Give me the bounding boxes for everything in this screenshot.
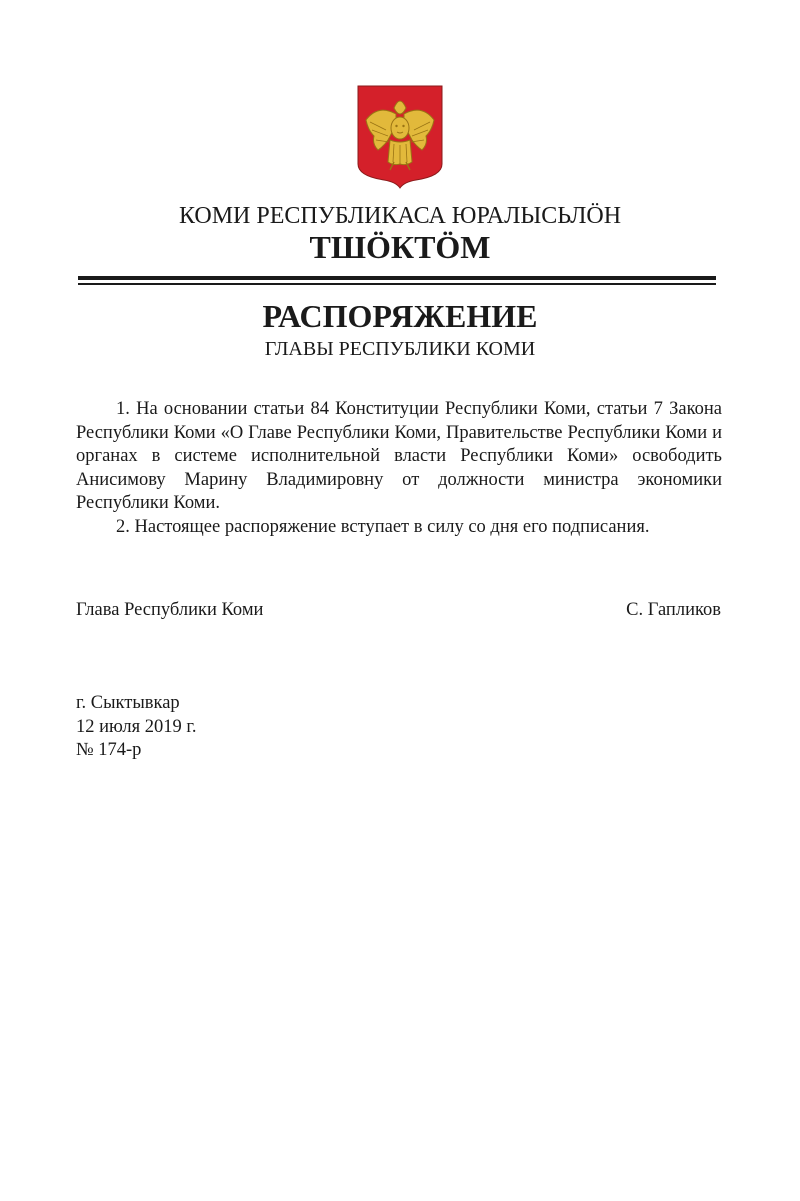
document-title: РАСПОРЯЖЕНИЕ: [262, 298, 538, 334]
document-body: [76, 398, 722, 539]
footer-city: г. Сыктывкар: [76, 693, 180, 713]
document-subtitle: ГЛАВЫ РЕСПУБЛИКИ КОМИ: [264, 338, 536, 360]
emblem-face: [391, 117, 409, 139]
document-footer: [76, 692, 197, 763]
footer-number: № 174-р: [76, 740, 142, 760]
paragraph-1: 1. На основании статьи 84 Конституции Республики Коми, статьи 7 Закона Республики Коми «О Главе Республики Коми, Правительстве Республики Коми и органах в системе исполнительной власти Республики Коми» освободить Анисимову Марину Владимировну от должности министра экономики Республики Коми.: [76, 399, 722, 513]
paragraph-2: 2. Настоящее распоряжение вступает в силу со дня его подписания.: [116, 516, 650, 537]
divider-thick-line: [78, 276, 716, 280]
header-divider: [78, 276, 716, 286]
komi-coat-of-arms-icon: [356, 84, 444, 190]
document-type-komi: ТШӦКТӦМ: [309, 229, 491, 265]
signatory-position: Глава Республики Коми: [76, 600, 264, 620]
divider-thin-line: [78, 283, 716, 285]
signatory-name: С. Гапликов: [626, 600, 721, 620]
footer-date: 12 июля 2019 г.: [76, 716, 197, 737]
issuer-name-komi: КОМИ РЕСПУБЛИКАСА ЮРАЛЫСЬЛӦН: [178, 203, 622, 229]
